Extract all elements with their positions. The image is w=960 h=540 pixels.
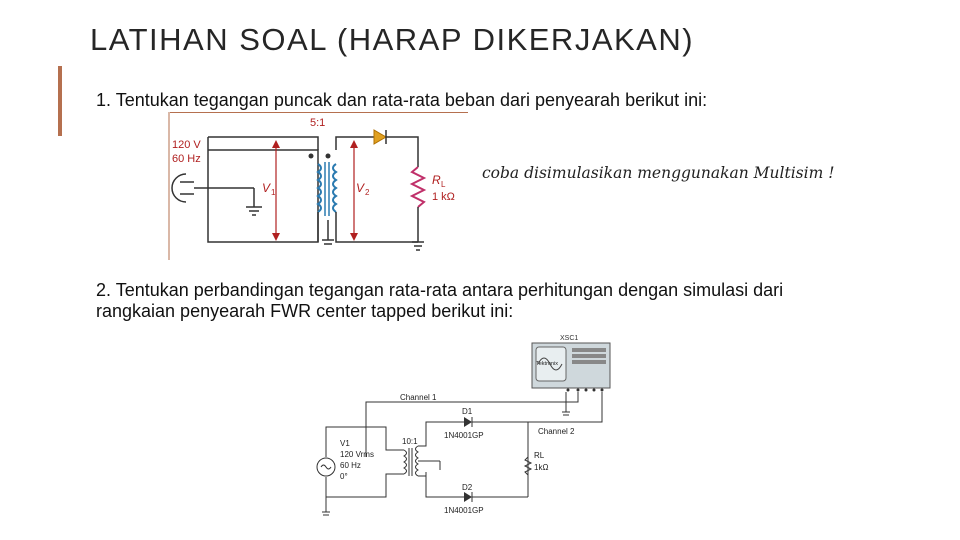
diode-d2-icon bbox=[464, 492, 472, 502]
slide-title: LATIHAN SOAL (HARAP DIKERJAKAN) bbox=[90, 22, 695, 57]
channel2-label: Channel 2 bbox=[538, 427, 575, 436]
v1-src-label: V1 bbox=[340, 439, 350, 448]
d1-part: 1N4001GP bbox=[444, 431, 484, 440]
svg-text:1: 1 bbox=[271, 188, 276, 197]
d1-label: D1 bbox=[462, 407, 473, 416]
question-2: 2. Tentukan perbandingan tegangan rata-rata antara perhitungan dengan simulasi dari rangkaian penyearah FWR center tapped berikut ini: bbox=[96, 280, 784, 321]
diode-icon bbox=[374, 130, 386, 144]
question-1: 1. Tentukan tegangan puncak dan rata-rata beban dari penyearah berikut ini: bbox=[96, 90, 708, 110]
transformer-ratio-label: 5:1 bbox=[310, 117, 326, 129]
scope-label: XSC1 bbox=[560, 335, 579, 342]
multisim-note: coba disimulasikan menggunakan Multisim ! bbox=[482, 164, 835, 182]
svg-text:2: 2 bbox=[365, 188, 370, 197]
transformer2-ratio: 10:1 bbox=[402, 437, 418, 446]
resistor-icon bbox=[412, 167, 424, 207]
v1-src-vrms: 120 Vrms bbox=[340, 450, 374, 459]
accent-bar bbox=[58, 66, 62, 136]
v1-src-freq: 60 Hz bbox=[340, 461, 361, 470]
plug-icon bbox=[172, 174, 186, 202]
d2-part: 1N4001GP bbox=[444, 506, 484, 515]
v2-label: V bbox=[356, 181, 365, 195]
scope-brand: Tektronix bbox=[536, 361, 559, 367]
d2-label: D2 bbox=[462, 483, 473, 492]
rl2-value: 1kΩ bbox=[534, 463, 549, 472]
diode-d1-icon bbox=[464, 417, 472, 427]
rl2-label: RL bbox=[534, 451, 545, 460]
rl-value: 1 kΩ bbox=[432, 191, 455, 203]
svg-text:L: L bbox=[441, 180, 446, 189]
source-voltage-label: 120 V bbox=[172, 139, 201, 151]
v1-label: V bbox=[262, 181, 271, 195]
half-wave-rectifier-diagram bbox=[168, 112, 468, 260]
fwr-center-tapped-diagram bbox=[316, 332, 636, 522]
channel2-wire bbox=[528, 392, 602, 422]
transformer2-primary bbox=[404, 450, 407, 474]
transformer2-secondary bbox=[416, 446, 419, 476]
primary-coil bbox=[318, 164, 321, 212]
channel1-label: Channel 1 bbox=[400, 393, 437, 402]
secondary-coil bbox=[333, 164, 336, 212]
dot-marker bbox=[309, 154, 314, 159]
source-freq-label: 60 Hz bbox=[172, 153, 201, 165]
v1-src-phase: 0° bbox=[340, 472, 348, 481]
rl-label: R bbox=[432, 173, 441, 187]
